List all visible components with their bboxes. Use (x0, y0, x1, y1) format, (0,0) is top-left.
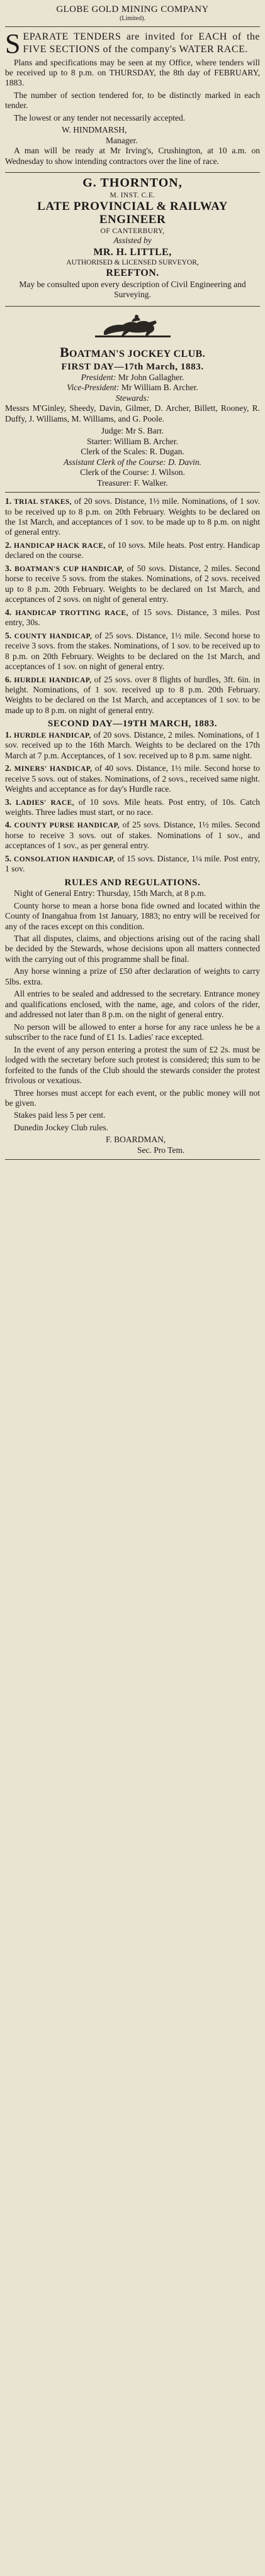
engineer-former-role: LATE PROVINCIAL & RAILWAY ENGINEER (37, 199, 228, 227)
rules-list (5, 888, 260, 1133)
assisted-by: Assisted by (113, 236, 152, 246)
company-limited: (Limited). (120, 15, 145, 23)
secretary-role: Sec. Pro Tem. (137, 1145, 185, 1155)
divider (5, 492, 260, 493)
divider (5, 26, 260, 27)
treasurer-line: Treasurer: F. Walker. (97, 478, 168, 488)
signer-name: W. HINDMARSH, (62, 125, 127, 135)
club-title (5, 344, 260, 361)
rules-heading: RULES AND REGULATIONS. (64, 877, 201, 888)
thornton-engineer-advertisement (5, 173, 260, 307)
engineer-name: G. THORNTON, (82, 176, 183, 190)
tender-intro-text: EPARATE TENDERS are invited for EACH of the FIVE SECTIONS of the company's WATER RACE. (23, 31, 260, 55)
engineer-location: OF CANTERBURY, (100, 227, 165, 236)
second-day-heading: SECOND DAY—19TH MARCH, 1883. (47, 719, 218, 729)
secretary-name: F. BOARDMAN, (106, 1135, 166, 1145)
rule-paragraph: Night of General Entry: Thursday, 15th March, at 8 p.m. (14, 888, 206, 898)
rule-paragraph: County horse to mean a horse bona fide owned and located within the County of Inangahua from 1st January, 1883; no entry will be received for any of the races except on this condition. (5, 900, 260, 931)
rule-paragraph: All entries to be sealed and addressed to the secretary. Entrance money and qualifications enclosed, with the name, age, and colors of the rider, and addressed not later than 8 p.m. on the night of general entry. (5, 989, 260, 1020)
race-entry: 5. COUNTY HANDICAP, of 25 sovs. Distance, 1½ mile. Second horse to receive 3 sovs. from the stakes. Nominations, of 1 sov. to be received up to 8 p.m. on 20th February. Weights to be declared on the 1st March, and acceptances of 1 sov. on night of general entry. (5, 630, 261, 672)
assistant-name: MR. H. LITTLE, (93, 246, 172, 258)
stewards-list: Messrs M'Ginley, Sheedy, Davin, Gilmer, D. Archer, Billett, Rooney, R. Duffy, J. Williams, M. Williams, and G. Poole. (5, 403, 260, 423)
lowest-tender-paragraph: The lowest or any tender not necessarily accepted. (14, 112, 186, 123)
globe-mining-advertisement (5, 1, 260, 173)
assistant-title: AUTHORISED & LICENSED SURVEYOR, (66, 259, 199, 267)
tender-intro (5, 28, 260, 60)
vice-president-label: Vice-President: (67, 383, 120, 393)
first-day-races (5, 496, 260, 716)
race-entry: 6. HURDLE HANDICAP, of 25 sovs. over 8 flights of hurdles, 3ft. 6in. in height. Nominations, of 1 sov. received up to 8 p.m. 20th February. Weights to be declared on the 1st March, and acceptances of 1 sov. to be made up to 8 p.m. on night of general entry. (5, 674, 261, 715)
racehorse-woodcut-icon (95, 313, 171, 342)
club-title-rest: OATMAN'S JOCKEY CLUB. (69, 348, 206, 359)
second-day-races (5, 730, 260, 875)
race-entry: 3. LADIES' RACE, of 10 sovs. Mile heats. Post entry, of 10s. Catch weights. Three ladies must start, or no race. (5, 797, 261, 817)
first-day-heading: FIRST DAY—17th March, 1883. (61, 361, 204, 372)
section-number-paragraph: The number of section tendered for, to be distinctly marked in each tender. (5, 90, 260, 111)
company-heading: GLOBE GOLD MINING COMPANY (56, 4, 209, 14)
starter-line: Starter: William B. Archer. (86, 436, 179, 446)
race-entry: 3. BOATMAN'S CUP HANDICAP, of 50 sovs. Distance, 2 miles. Second horse to receive 5 sovs. from the stakes. Nominations, of 2 sovs. received up to 8 p.m. 20th February. Weights to be declared on 1st March, and acceptances of 2 sovs. on night of general entry. (5, 563, 261, 604)
race-entry: 2. HANDICAP HACK RACE, of 10 sovs. Mile heats. Post entry. Handicap declared on the course. (5, 540, 261, 560)
race-entry: 1. TRIAL STAKES, of 20 sovs. Distance, 1½ mile. Nominations, of 1 sov. to be received up to 8 p.m. on 20th February. Weights to be declared on the 1st March, and acceptances of 1 sov. to be made up to 8 p.m. on night of general entry. (5, 496, 260, 537)
rule-paragraph: Stakes paid less 5 per cent. (14, 1110, 106, 1120)
rule-paragraph: In the event of any person entering a protest the sum of £2 2s. must be lodged with the secretary before such protest is considered; this sum to be forfeited to the funds of the Club should the stewards consider the protest frivolous or vexatious. (5, 1044, 260, 1086)
drop-capital: S (5, 28, 21, 60)
consultation-paragraph: May be consulted upon every description of Civil Engineering and Surveying. (19, 279, 246, 300)
president-label: President: (81, 372, 116, 382)
race-entry: 1. HURDLE HANDICAP, of 20 sovs. Distance, 2 miles. Nominations, of 1 sov. received up to the 16th March. Weights to be declared on the 17th March at 7 p.m. Acceptances, of 1 sov. received up to 8 p.m. same night. (5, 729, 261, 760)
vice-president-line (5, 383, 260, 393)
newspaper-column (5, 0, 260, 1160)
assistant-clerk-line: Assistant Clerk of the Course: D. Davin. (64, 457, 201, 467)
club-title-initial: B (59, 344, 70, 360)
signer-role: Manager. (106, 135, 138, 145)
president-name: Mr John Gallagher. (118, 372, 184, 382)
rule-paragraph: Three horses must accept for each event, or the public money will not be given. (5, 1088, 260, 1108)
site-visit-paragraph: A man will be ready at Mr Irving's, Crushington, at 10 a.m. on Wednesday to show intending contractors over the line of race. (5, 146, 260, 166)
race-entry: 4. HANDICAP TROTTING RACE, of 15 sovs. Distance, 3 miles. Post entry, 30s. (5, 607, 261, 628)
judge-line: Judge: Mr S. Barr. (101, 426, 164, 436)
rule-paragraph: Any horse winning a prize of £50 after declaration of weights to carry 5lbs. extra. (5, 966, 260, 986)
stewards-label: Stewards: (115, 393, 150, 403)
race-entry: 2. MINERS' HANDICAP, of 40 sovs. Distance, 1½ mile. Second horse to receive 5 sovs. out of stakes. Nominations, of 2 sovs., received same night. Weights and acceptance as for day's Hurdle race. (5, 763, 261, 794)
jockey-club-advertisement (5, 307, 260, 1160)
rule-paragraph: That all disputes, claims, and objections arising out of the racing shall be decided by the Stewards, whose decisions upon all matters connected with the carrying out of this programme shall be final. (5, 933, 260, 964)
rule-paragraph: Dunedin Jockey Club rules. (14, 1122, 108, 1132)
president-line (5, 373, 260, 383)
race-entry: 5. CONSOLATION HANDICAP, of 15 sovs. Distance, 1¼ mile. Post entry, 1 sov. (5, 853, 261, 874)
rule-paragraph: No person will be allowed to enter a horse for any race unless he be a subscriber to the race fund of £1 1s. Ladies' race excepted. (5, 1022, 260, 1042)
plans-paragraph: Plans and specifications may be seen at my Office, where tenders will be received up to 8 p.m. on THURSDAY, the 8th day of FEBRUARY, 1883. (5, 57, 260, 88)
race-entry: 4. COUNTY PURSE HANDICAP, of 25 sovs. Distance, 1½ miles. Second horse to receive 3 sovs. out of stakes. Nominations of 1 sov., and acceptances of 1 sov., as per general entry. (5, 820, 261, 851)
engineer-credentials: M. INST. C.E. (110, 191, 155, 199)
vice-president-name: Mr William B. Archer. (121, 383, 198, 393)
clerk-scales-line: Clerk of the Scales: R. Dugan. (81, 447, 184, 457)
office-town: REEFTON. (106, 268, 159, 279)
clerk-course-line: Clerk of the Course: J. Wilson. (80, 467, 185, 478)
